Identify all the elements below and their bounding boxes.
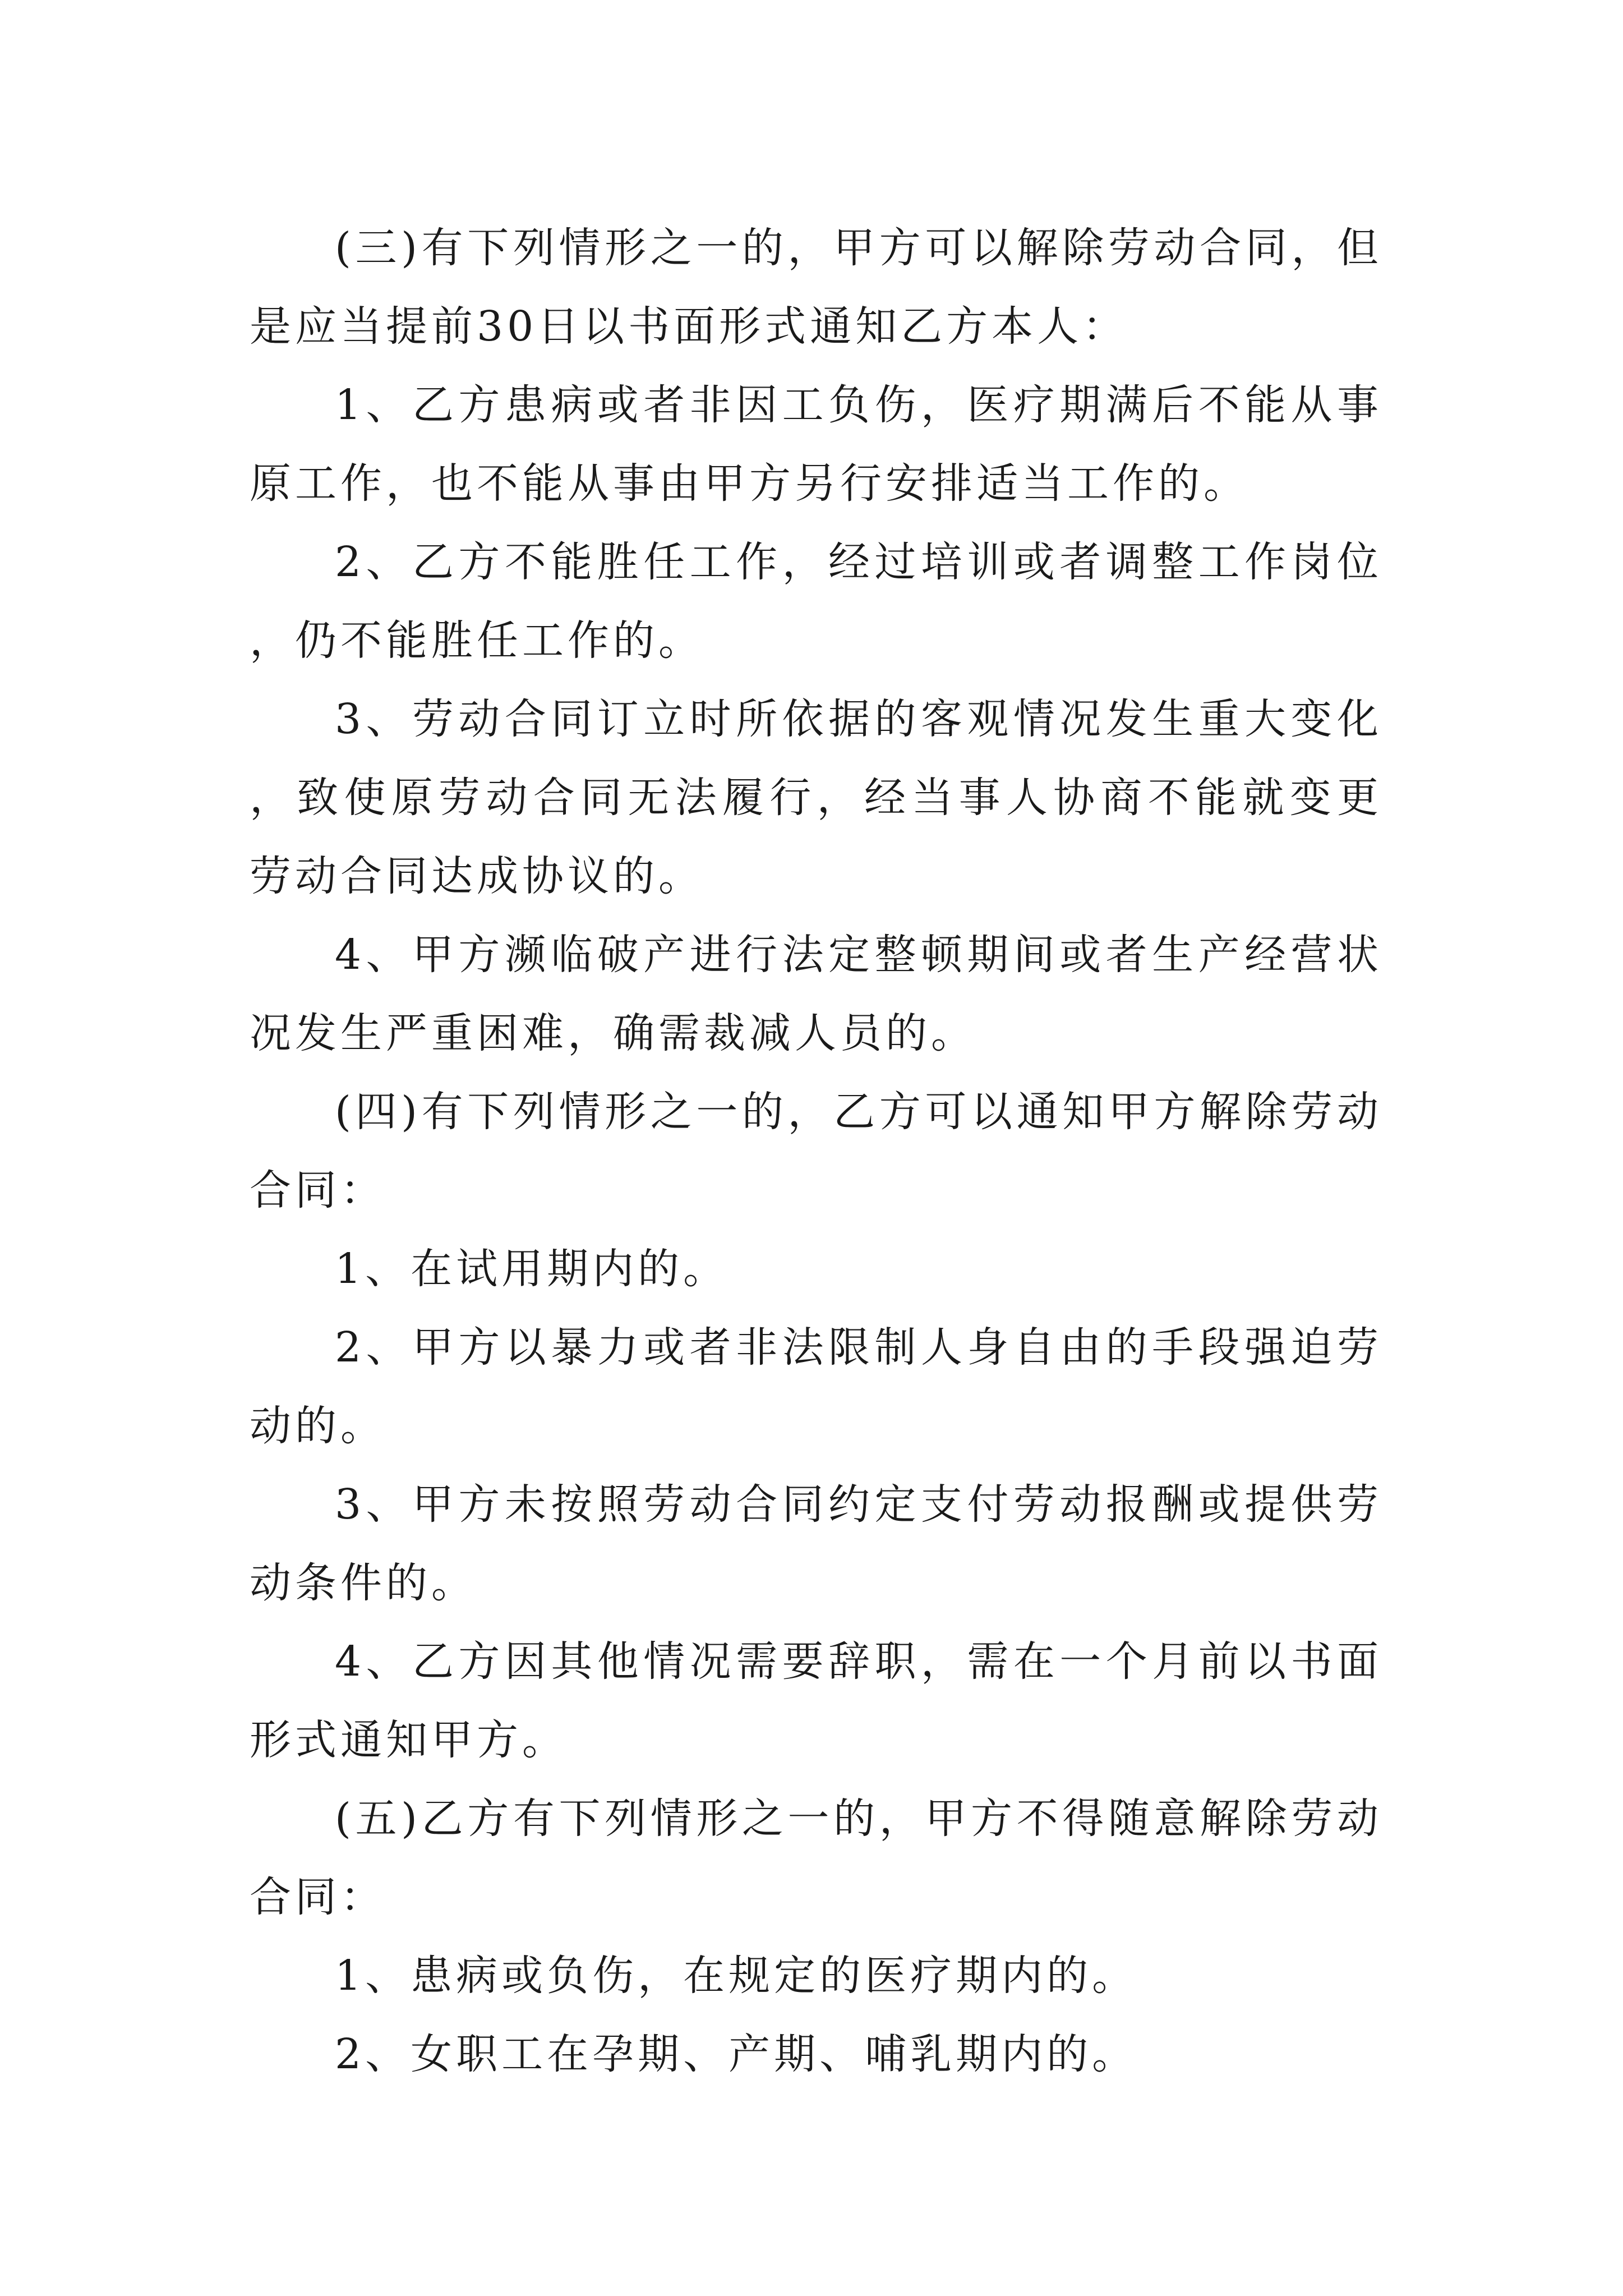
clause-3-intro: (三)有下列情形之一的，甲方可以解除劳动合同，但是应当提前30日以书面形式通知乙方本人： [250,224,1382,351]
document-body [250,209,1382,2093]
clause-5-item-2: 2、女职工在孕期、产期、哺乳期内的。 [335,2030,1138,2078]
clause-3-item-2: 2、乙方不能胜任工作，经过培训或者调整工作岗位，仍不能胜任工作的。 [250,538,1382,665]
clause-4-item-3: 3、甲方未按照劳动合同约定支付劳动报酬或提供劳动条件的。 [250,1480,1382,1607]
clause-5-item-1: 1、患病或负伤，在规定的医疗期内的。 [335,1952,1138,2000]
clause-3-item-1: 1、乙方患病或者非因工负伤，医疗期满后不能从事原工作，也不能从事由甲方另行安排适当工作的。 [250,381,1382,508]
clause-4-item-4: 4、乙方因其他情况需要辞职，需在一个月前以书面形式通知甲方。 [250,1637,1382,1764]
clause-4-item-1: 1、在试用期内的。 [335,1245,729,1293]
clause-5-intro: (五)乙方有下列情形之一的，甲方不得随意解除劳动合同： [250,1795,1382,1921]
clause-3-item-3: 3、劳动合同订立时所依据的客观情况发生重大变化，致使原劳动合同无法履行，经当事人协商不能就变更劳动合同达成协议的。 [250,695,1382,900]
clause-4-intro: (四)有下列情形之一的，乙方可以通知甲方解除劳动合同： [250,1088,1382,1214]
clause-3-item-4: 4、甲方濒临破产进行法定整顿期间或者生产经营状况发生严重困难，确需裁减人员的。 [250,931,1382,1057]
clause-4-item-2: 2、甲方以暴力或者非法限制人身自由的手段强迫劳动的。 [250,1323,1382,1450]
